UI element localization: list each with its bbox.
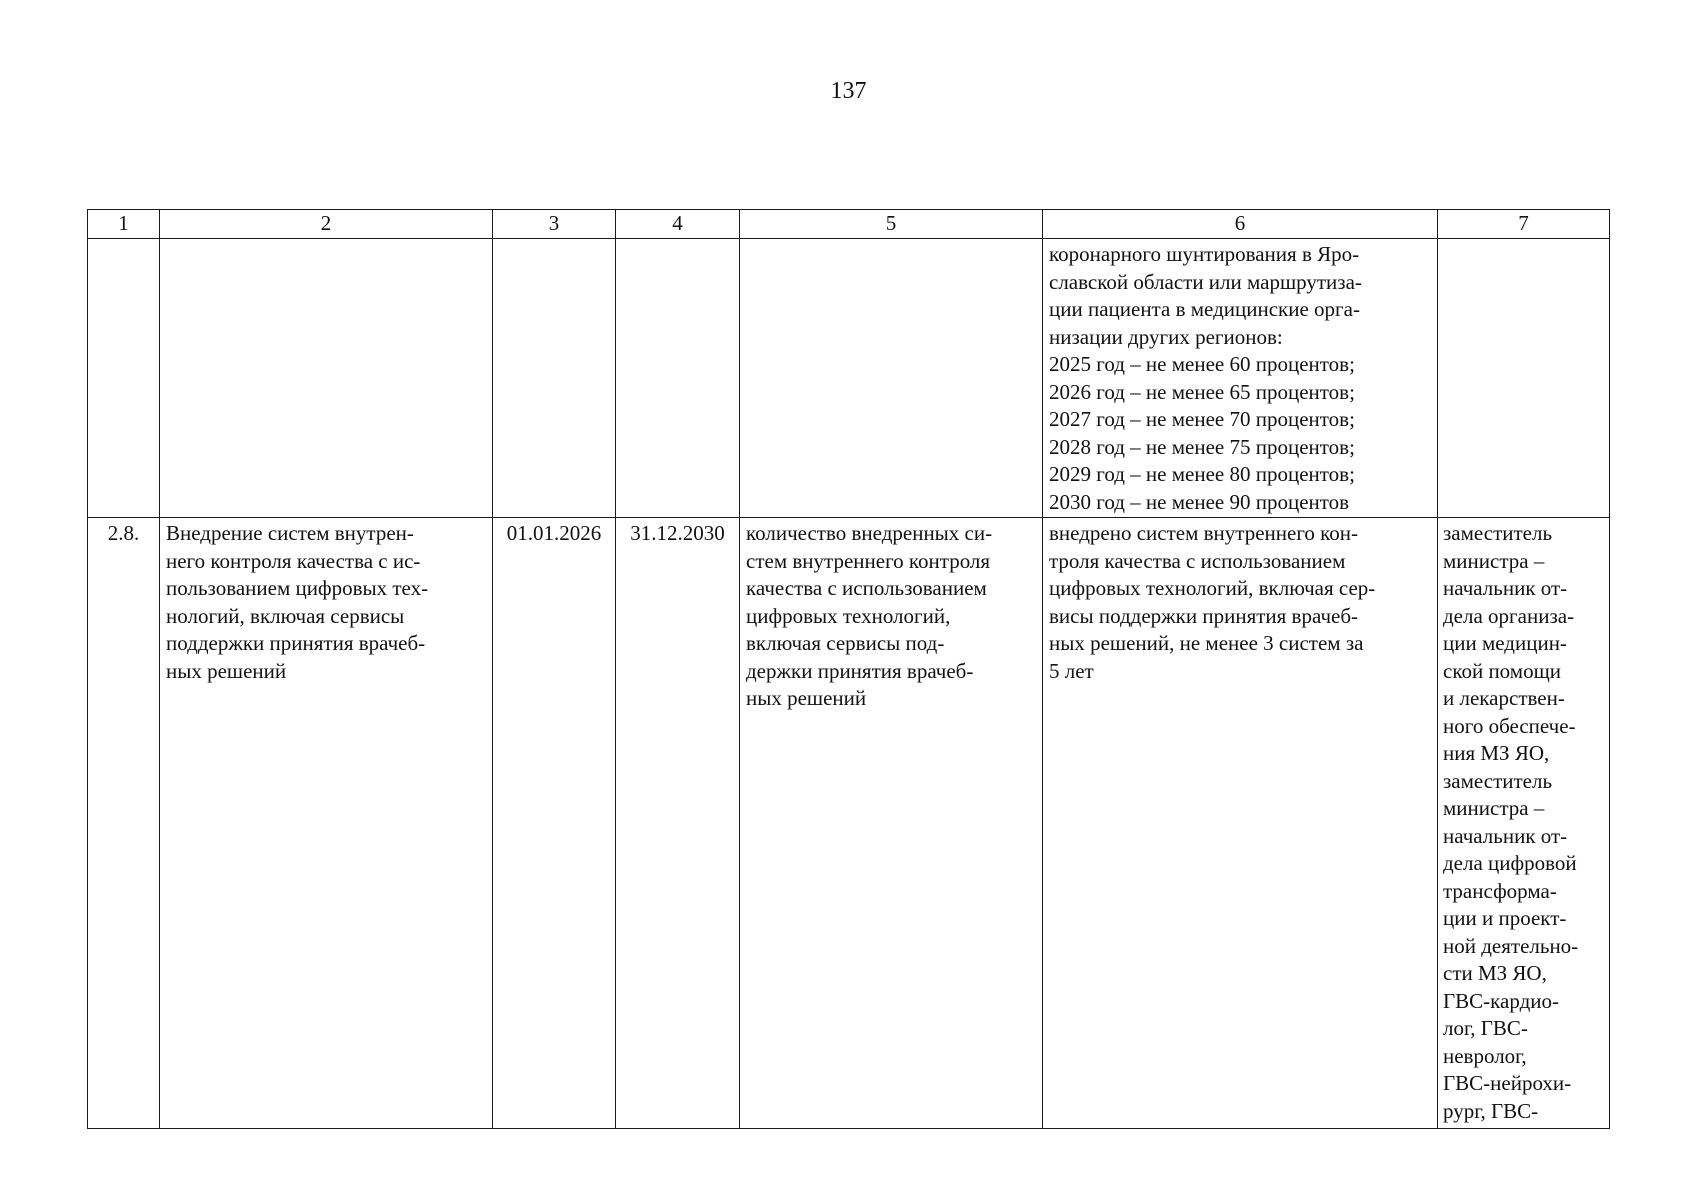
cell-indicator-text: количество внедренных си- стем внутреннего контроля качества с использованием цифровых технологий, включая сервисы под- держки принятия врачеб- ных решений <box>746 521 993 710</box>
column-header-4: 4 <box>616 210 740 239</box>
cell-indicator <box>740 518 1043 1129</box>
cell-name <box>160 518 493 1129</box>
cell-result-text: коронарного шунтирования в Яро- славской области или маршрутиза- ции пациента в медицинские орга- низации других регионов: 2025 год – не менее 60 процентов; 2026 год – не менее 65 процентов; 2027 год – не менее 70 процентов; 2028 год – не менее 75 процентов; 2029 год – не менее 80 процентов; 2030 год – не менее 90 процентов <box>1049 242 1362 514</box>
column-header-1: 1 <box>88 210 160 239</box>
column-header-7: 7 <box>1438 210 1610 239</box>
cell-start-date-text: 01.01.2026 <box>506 521 602 545</box>
cell-number <box>88 239 160 518</box>
cell-name-text <box>160 239 492 241</box>
cell-responsible <box>1438 239 1610 518</box>
cell-result-text: внедрено систем внутреннего кон- троля качества с использованием цифровых технологий, включая сер- висы поддержки принятия врачеб- ных решений, не менее 3 систем за 5 лет <box>1049 521 1376 683</box>
cell-number <box>88 518 160 1129</box>
cell-indicator-text <box>740 239 1042 241</box>
cell-responsible <box>1438 518 1610 1129</box>
page-number: 137 <box>830 78 867 104</box>
cell-end-date-text: 31.12.2030 <box>630 521 725 545</box>
column-header-3: 3 <box>493 210 616 239</box>
cell-start-date <box>493 239 616 518</box>
cell-name <box>160 239 493 518</box>
cell-end-date-text <box>616 239 739 241</box>
table-row <box>88 239 1610 518</box>
cell-result <box>1043 239 1438 518</box>
cell-indicator <box>740 239 1043 518</box>
cell-name-text: Внедрение систем внутрен- него контроля качества с ис- пользованием цифровых тех- нологий, включая сервисы поддержки принятия врачеб- ных решений <box>166 521 429 683</box>
cell-start-date-text <box>493 239 615 241</box>
cell-end-date <box>616 518 740 1129</box>
measures-table <box>87 209 1610 1129</box>
table-row <box>88 518 1610 1129</box>
column-header-6: 6 <box>1043 210 1438 239</box>
cell-start-date <box>493 518 616 1129</box>
cell-number-text <box>88 239 159 241</box>
cell-end-date <box>616 239 740 518</box>
cell-result <box>1043 518 1438 1129</box>
cell-responsible-text <box>1438 239 1609 241</box>
cell-number-text: 2.8. <box>107 521 140 545</box>
column-number-row <box>88 210 1610 239</box>
column-header-2: 2 <box>160 210 493 239</box>
cell-responsible-text: заместитель министра – начальник от- дела организа- ции медицин- ской помощи и лекарствен- ного обеспече- ния МЗ ЯО, заместитель министра – начальник от- дела цифровой трансформа- ции и проект- ной деятельно- сти МЗ ЯО, ГВС-кардио- лог, ГВС- невролог, ГВС-нейрохи- рург, ГВС- <box>1443 521 1579 1123</box>
column-header-5: 5 <box>740 210 1043 239</box>
